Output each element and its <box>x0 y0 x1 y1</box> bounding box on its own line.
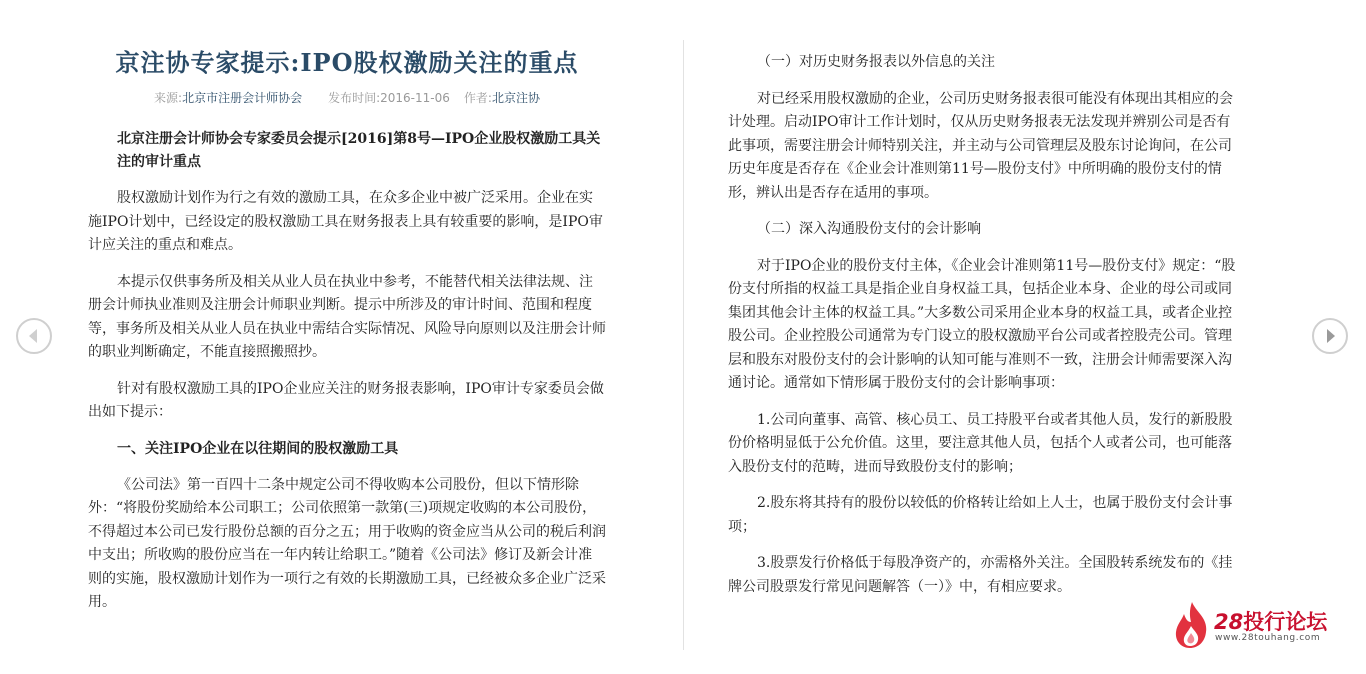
sub-heading: （二）深入沟通股份支付的会计影响 <box>757 221 981 237</box>
paragraph: 本提示仅供事务所及相关从业人员在执业中参考，不能替代相关法律法规、注册会计师执业准则及注册会计师职业判断。提示中所涉及的审计时间、范围和程度等，事务所及相关从业人员在执业中需结合实际情况、风险导向原则以及注册会计师的职业判断确定，不能直接照搬照抄。 <box>88 273 606 360</box>
date-label: 发布时间: <box>328 91 381 105</box>
list-item: 2.股东将其持有的股份以较低的价格转让给如上人士，也属于股份支付会计事项； <box>728 495 1233 535</box>
next-page-button[interactable] <box>1312 318 1348 354</box>
author-label: 作者: <box>463 91 492 105</box>
play-right-icon <box>1314 320 1346 352</box>
paragraph: 对于IPO企业的股份支付主体，《企业会计准则第11号—股份支付》规定：“股份支付所指的权益工具是指企业自身权益工具，包括企业本身、企业的母公司或同集团其他会计主体的权益工具。”大多数公司采用企业本身的权益工具，或者企业控股公司。企业控股公司通常为专门设立的股权激励平台公司或者控股壳公司。管理层和股东对股份支付的会计影响的认知可能与准则不一致，注册会计师需要深入沟通讨论。通常如下情形属于股份支付的会计影响事项： <box>728 257 1236 391</box>
source-label: 来源: <box>154 91 183 105</box>
logo-url: www.28touhang.com <box>1215 633 1321 643</box>
date-value: 2016-11-06 <box>380 91 450 105</box>
paragraph: 股权激励计划作为行之有效的激励工具，在众多企业中被广泛采用。企业在实施IPO计划中，已经设定的股权激励工具在财务报表上具有较重要的影响，是IPO审计应关注的重点和难点。 <box>88 190 603 253</box>
logo-name: 28投行论坛 <box>1214 610 1328 634</box>
site-logo[interactable] <box>1172 600 1342 650</box>
prev-page-button[interactable] <box>16 318 52 354</box>
article-title: 京注协专家提示:IPO股权激励关注的重点 <box>115 48 579 77</box>
right-page <box>728 0 1240 674</box>
page-divider <box>683 40 684 650</box>
chevron-left-icon <box>18 320 50 352</box>
paragraph: 针对有股权激励工具的IPO企业应关注的财务报表影响，IPO审计专家委员会做出如下提示： <box>88 380 604 420</box>
left-page <box>88 0 606 674</box>
list-item: 1.公司向董事、高管、核心员工、员工持股平台或者其他人员，发行的新股股份价格明显低于公允价值。这里，要注意其他人员，包括个人或者公司，也可能落入股份支付的范畴，进而导致股份支付的影响； <box>728 411 1233 475</box>
author-link[interactable]: 北京注协 <box>491 91 540 105</box>
paragraph: 《公司法》第一百四十二条中规定公司不得收购本公司股份，但以下情形除外：“将股份奖励给本公司职工；公司依照第一款第(三)项规定收购的本公司股份，不得超过本公司已发行股份总额的百分之五；用于收购的资金应当从公司的税后利润中支出；所收购的股份应当在一年内转让给职工。”随着《公司法》修订及新会计准则的实施，股权激励计划作为一项行之有效的长期激励工具，已经被众多企业广泛采用。 <box>88 476 606 610</box>
article-meta <box>88 89 606 106</box>
sub-heading: （一）对历史财务报表以外信息的关注 <box>757 54 995 70</box>
section-heading: 一、关注IPO企业在以往期间的股权激励工具 <box>117 440 399 457</box>
paragraph: 对已经采用股权激励的企业，公司历史财务报表很可能没有体现出其相应的会计处理。启动IPO审计工作计划时，仅从历史财务报表无法发现并辨别公司是否有此事项，需要注册会计师特别关注，并主动与公司管理层及股东讨论询问，在公司历史年度是否存在《企业会计准则第11号—股份支付》中所明确的股份支付的情形，辨认出是否存在适用的事项。 <box>728 90 1233 201</box>
source-link[interactable]: 北京市注册会计师协会 <box>182 91 303 105</box>
list-item: 3.股票发行价格低于每股净资产的，亦需格外关注。全国股转系统发布的《挂牌公司股票发行常见问题解答（一）》中，有相应要求。 <box>728 555 1233 595</box>
flame-icon <box>1172 600 1212 650</box>
article-subtitle: 北京注册会计师协会专家委员会提示[2016]第8号—IPO企业股权激励工具关注的审计重点 <box>117 131 601 170</box>
